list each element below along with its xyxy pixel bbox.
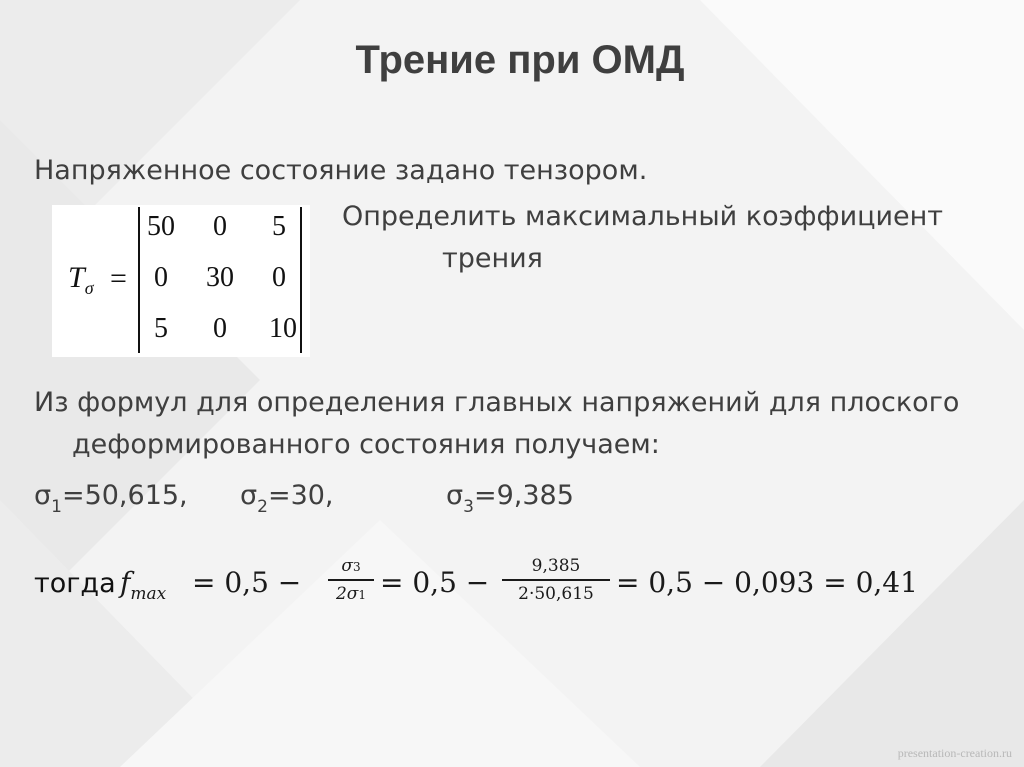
formula-eq-2: = 0,5 − [380,566,490,599]
tensor-cell: 50 [147,211,175,242]
fraction-numeric: 9,385 2·50,615 [502,556,610,604]
tensor-cell: 5 [154,313,168,344]
sigma-3-value: $\sigma_3=9,385$ [446,480,574,517]
task-line-1: Определить максимальный коэффициент [342,201,944,232]
formula-lead-word: тогда [34,568,116,599]
formula-eq-1: = 0,5 − [192,566,302,599]
sigma-1-value: $\sigma_1=50,615$, [34,480,188,517]
tensor-equals: = [110,262,127,295]
tensor-cell: 10 [269,313,297,344]
task-line-2: трения [442,243,543,274]
paragraph-line-1: Из формул для определения главных напряжений для плоского [34,387,960,418]
tensor-cell: 30 [206,262,234,293]
tensor-symbol: $T_\sigma$ [68,261,94,298]
watermark: presentation-creation.ru [897,746,1012,760]
f-max-symbol: $f_{max}$ [120,566,167,604]
formula-eq-3: = 0,5 − 0,093 = 0,41 [616,566,918,599]
friction-formula [34,550,994,630]
slide-title: Трение при ОМД [355,38,685,82]
stress-tensor-matrix [52,205,310,357]
tensor-cell: 5 [272,211,286,242]
tensor-cell: 0 [213,313,227,344]
sigma-2-value: $\sigma_2=30$, [240,480,334,517]
paragraph-line-2: деформированного состояния получаем: [72,429,660,460]
intro-text: Напряженное состояние задано тензором. [34,155,648,186]
tensor-cell: 0 [213,211,227,242]
tensor-cell: 0 [272,262,286,293]
tensor-cell: 0 [154,262,168,293]
fraction-sigma: σ3 2σ1 [328,556,374,604]
